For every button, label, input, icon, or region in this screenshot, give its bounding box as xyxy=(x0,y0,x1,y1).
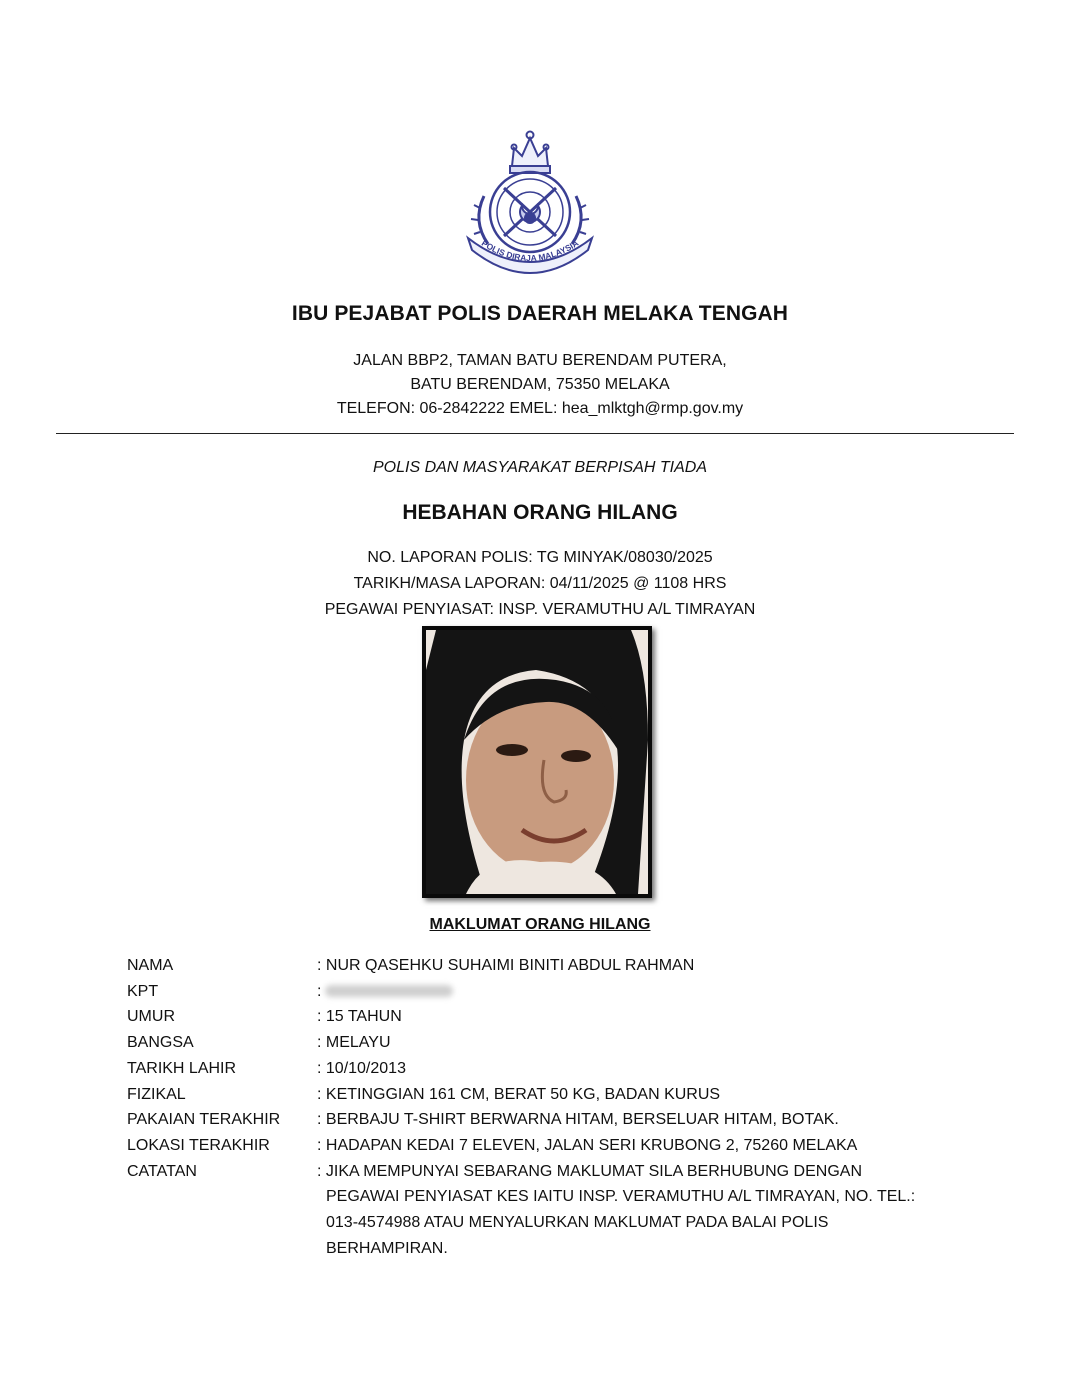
police-crest-logo xyxy=(462,126,598,280)
detail-label: BANGSA xyxy=(127,1034,194,1052)
detail-row-bangsa xyxy=(127,1030,1007,1056)
detail-value: : 10/10/2013 xyxy=(317,1059,406,1077)
address-line-1: JALAN BBP2, TAMAN BATU BERENDAM PUTERA, xyxy=(353,352,727,369)
details-list xyxy=(127,953,1007,1261)
address-line-2: BATU BERENDAM, 75350 MELAKA xyxy=(410,376,670,393)
office-title: IBU PEJABAT POLIS DAERAH MELAKA TENGAH xyxy=(291,302,789,325)
detail-row-fizikal xyxy=(127,1082,1007,1108)
detail-value-continuation: PEGAWAI PENYIASAT KES IAITU INSP. VERAMUTHU A/L TIMRAYAN, NO. TEL.: xyxy=(326,1188,916,1206)
detail-value-continuation: BERHAMPIRAN. xyxy=(326,1239,448,1257)
detail-value: : BERBAJU T-SHIRT BERWARNA HITAM, BERSELUAR HITAM, BOTAK. xyxy=(317,1111,839,1129)
detail-value: : NUR QASEHKU SUHAIMI BINITI ABDUL RAHMAN xyxy=(317,957,695,974)
detail-value: : HADAPAN KEDAI 7 ELEVEN, JALAN SERI KRUBONG 2, 75260 MELAKA xyxy=(317,1136,858,1154)
detail-row-umur xyxy=(127,1004,1007,1030)
detail-value-continuation: 013-4574988 ATAU MENYALURKAN MAKLUMAT PADA BALAI POLIS xyxy=(326,1214,829,1232)
detail-row-catatan xyxy=(127,1159,1007,1262)
svg-text:POLIS DIRAJA MALAYSIA: POLIS DIRAJA MALAYSIA xyxy=(479,237,581,264)
detail-label: CATATAN xyxy=(127,1162,197,1180)
investigating-officer: PEGAWAI PENYIASAT: INSP. VERAMUTHU A/L TIMRAYAN xyxy=(324,601,756,618)
detail-label: FIZIKAL xyxy=(127,1085,186,1103)
detail-value: : 15 TAHUN xyxy=(317,1008,402,1026)
detail-value: : MELAYU xyxy=(317,1034,391,1052)
report-number: NO. LAPORAN POLIS: TG MINYAK/08030/2025 xyxy=(367,549,713,566)
motto: POLIS DAN MASYARAKAT BERPISAH TIADA xyxy=(372,459,707,476)
section-title: MAKLUMAT ORANG HILANG xyxy=(429,916,651,933)
detail-row-nama xyxy=(127,953,1007,979)
detail-label: UMUR xyxy=(127,1008,175,1026)
notice-title: HEBAHAN ORANG HILANG xyxy=(402,501,678,524)
missing-person-photo xyxy=(422,626,652,898)
redacted-id-blur xyxy=(325,985,453,997)
contact-line: TELEFON: 06-2842222 EMEL: hea_mlktgh@rmp.gov.my xyxy=(336,400,744,417)
detail-row-pakaian xyxy=(127,1107,1007,1133)
detail-label: TARIKH LAHIR xyxy=(127,1059,237,1077)
detail-label: LOKASI TERAKHIR xyxy=(127,1136,270,1154)
detail-label: PAKAIAN TERAKHIR xyxy=(127,1111,281,1129)
detail-row-kpt xyxy=(127,979,1007,1005)
report-datetime: TARIKH/MASA LAPORAN: 04/11/2025 @ 1108 HRS xyxy=(353,575,727,592)
detail-value: : xyxy=(317,982,322,1000)
detail-value: : JIKA MEMPUNYAI SEBARANG MAKLUMAT SILA BERHUBUNG DENGAN xyxy=(317,1162,863,1180)
detail-value: : KETINGGIAN 161 CM, BERAT 50 KG, BADAN KURUS xyxy=(317,1085,721,1103)
header-divider xyxy=(56,433,1014,434)
detail-label: KPT xyxy=(127,982,159,1000)
detail-label: NAMA xyxy=(127,957,174,974)
detail-row-tarikh-lahir xyxy=(127,1056,1007,1082)
detail-row-lokasi xyxy=(127,1133,1007,1159)
